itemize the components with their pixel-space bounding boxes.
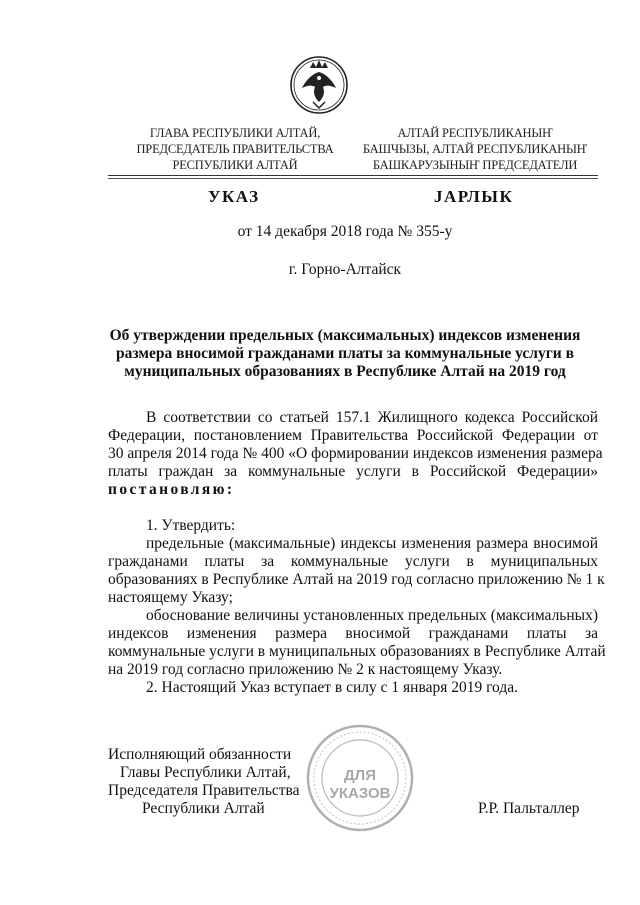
position-line-1: Исполняющий обязанности [108, 746, 292, 763]
item-1-sub2-line-4: на 2019 год согласно приложению № 2 к настоящему Указу. [108, 661, 503, 678]
item-1-sub1-line-3: образованиях в Республике Алтай на 2019 год согласно приложению № 1 к [108, 571, 605, 588]
preamble-line-4: платы граждан за коммунальные услуги в Российской Федерации» [108, 463, 598, 480]
preamble-line-1: В соответствии со статьей 157.1 Жилищного кодекса Российской [146, 409, 598, 426]
position-line-3: Председателя Правительства [108, 782, 300, 799]
item-1-heading: 1. Утвердить: [146, 517, 236, 534]
position-line-2: Главы Республики Алтай, [120, 764, 291, 781]
stamp-text-1: ДЛЯ [344, 767, 376, 784]
stamp-text-2: УКАЗОВ [329, 785, 391, 802]
signatory-name: Р.Р. Пальталлер [478, 800, 580, 817]
title-line-3: муниципальных образованиях в Республике Алтай на 2019 год [124, 363, 566, 380]
item-1-sub1-line-2: гражданами платы за коммунальные услуги в муниципальных [108, 553, 598, 570]
header-right-line-1: АЛТАЙ РЕСПУБЛИКАНЫҤ [397, 126, 553, 140]
header-right-line-2: БАШЧЫЗЫ, АЛТАЙ РЕСПУБЛИКАНЫҤ [362, 142, 588, 156]
item-2: 2. Настоящий Указ вступает в силу с 1 января 2019 года. [146, 679, 518, 696]
position-line-4: Республики Алтай [142, 800, 265, 817]
doc-type-russian: УКАЗ [208, 187, 260, 206]
city-line: г. Горно-Алтайск [288, 261, 402, 278]
title-line-1: Об утверждении предельных (максимальных) индексов изменения [109, 327, 581, 344]
header-right-line-3: БАШКАРУЗЫНЫҤ ПРЕДСЕДАТЕЛИ [372, 158, 578, 172]
preamble-line-3: 30 апреля 2014 года № 400 «О формировании индексов изменения размера [108, 445, 603, 462]
doc-type-altai: JАРЛЫК [434, 187, 514, 206]
altai-republic-emblem-icon [288, 52, 350, 118]
signatory-position [108, 746, 308, 818]
decree-items [108, 517, 606, 697]
item-1-sub2-line-3: коммунальные услуги в муниципальных образованиях в Республике Алтай [108, 643, 606, 660]
item-1-sub2-line-2: индексов изменения размера вносимой гражданами платы за [108, 625, 598, 642]
header-left [132, 125, 338, 173]
header-right [348, 125, 602, 173]
item-1-sub1-line-4: настоящему Указу; [108, 589, 233, 606]
item-1-sub2-line-1: обоснование величины установленных предельных (максимальных) [146, 607, 598, 624]
date-line: от 14 декабря 2018 года № 355-у [237, 223, 453, 240]
preamble [108, 409, 603, 499]
title-line-2: размера вносимой гражданами платы за коммунальные услуги в [116, 345, 574, 362]
decree-word: постановляю: [108, 481, 235, 498]
document-title [80, 327, 610, 381]
header-left-line-2: ПРЕДСЕДАТЕЛЬ ПРАВИТЕЛЬСТВА [136, 142, 334, 156]
preamble-line-2: Федерации, постановлением Правительства Российской Федерации от [108, 427, 598, 444]
header-left-line-1: ГЛАВА РЕСПУБЛИКИ АЛТАЙ, [149, 126, 321, 140]
official-stamp [304, 722, 416, 834]
header-left-line-3: РЕСПУБЛИКИ АЛТАЙ [172, 158, 298, 172]
item-1-sub1-line-1: предельные (максимальные) индексы изменения размера вносимой [146, 535, 598, 552]
header-divider-thick [108, 175, 598, 176]
header-divider-thin [108, 178, 598, 179]
